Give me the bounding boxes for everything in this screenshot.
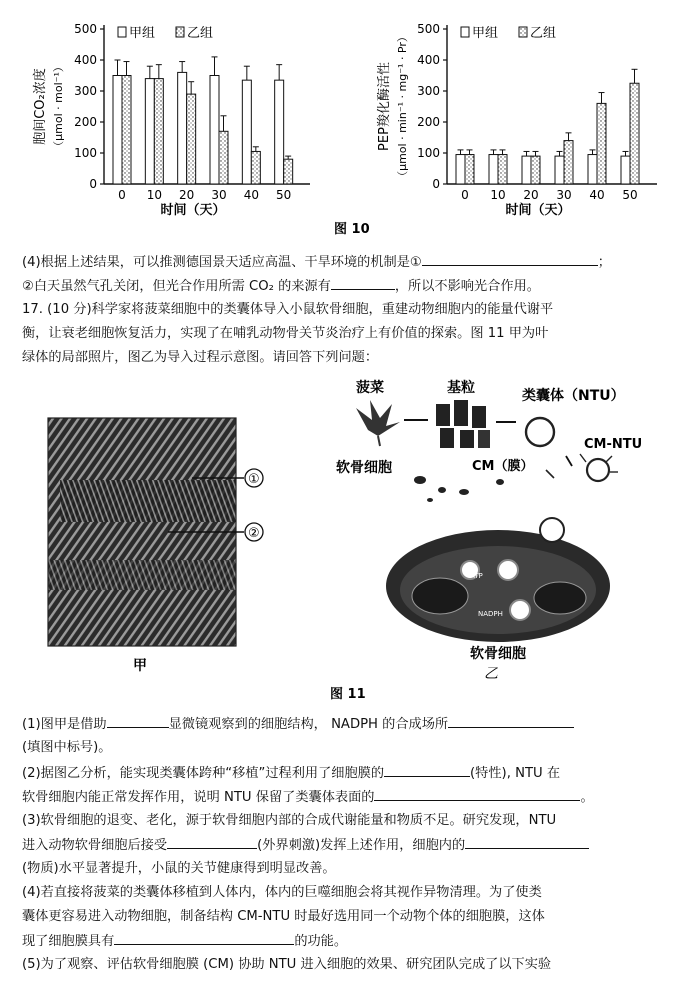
spinach-icon [356, 400, 400, 446]
y-tick-label: 200 [417, 115, 440, 129]
label-grana: 基粒 [447, 380, 475, 396]
y-tick-label: 400 [74, 53, 97, 67]
answer-blank-2[interactable] [331, 276, 395, 290]
x-tick-label: 50 [276, 188, 292, 202]
bar-yi-50 [284, 159, 293, 184]
answer-blank-q4[interactable] [114, 931, 294, 945]
text-q4d: 的功能。 [294, 934, 348, 949]
grana-icon [436, 400, 490, 448]
q16-4-line2 [22, 276, 540, 296]
q17-1-line2: (填图中标号)。 [22, 740, 112, 755]
figure-11 [0, 370, 692, 705]
text-l1-end: ； [597, 255, 611, 270]
q16-4-line1 [22, 252, 611, 272]
marker-1-label: ① [248, 472, 260, 487]
y-tick-label: 0 [89, 177, 97, 191]
bar-jia-30 [210, 76, 219, 185]
y-axis-unit: （μmol · min⁻¹ · mg⁻¹ · Pr） [396, 31, 409, 182]
ntu-inside-1 [498, 560, 518, 580]
bar-jia-0 [456, 155, 465, 184]
legend-label-1: 乙组 [187, 26, 214, 41]
diagram-yi [336, 379, 642, 682]
bar-jia-40 [588, 155, 597, 184]
bar-yi-30 [219, 131, 228, 184]
x-tick-label: 0 [118, 188, 126, 202]
x-tick-label: 10 [490, 188, 506, 202]
bar-jia-10 [145, 79, 154, 184]
bar-jia-40 [242, 80, 251, 184]
y-tick-label: 300 [417, 84, 440, 98]
bar-yi-50 [630, 83, 639, 184]
q17-2-line2 [22, 787, 594, 807]
legend-swatch-0 [118, 27, 126, 37]
text-l2a: ②白天虽然气孔关闭，但光合作用所需 CO₂ 的来源有 [22, 279, 331, 294]
q17-3-line2 [22, 835, 589, 855]
membrane-fragments [414, 476, 504, 502]
bar-jia-10 [489, 155, 498, 184]
text-l1: (4)根据上述结果，可以推测德国景天适应高温、干旱环境的机制是① [22, 255, 422, 270]
bar-jia-20 [522, 156, 531, 184]
legend-label-0: 甲组 [472, 26, 499, 41]
q17-2-line1 [22, 763, 560, 783]
cm-ntu-vesicle [587, 459, 609, 481]
x-axis-label: 时间（天） [505, 203, 571, 218]
x-tick-label: 10 [146, 188, 162, 202]
text-q2b: (特性), NTU 在 [470, 766, 561, 781]
answer-blank-q1-1[interactable] [107, 714, 169, 728]
bar-jia-0 [113, 76, 122, 185]
answer-blank-q2-1[interactable] [384, 763, 470, 777]
x-tick-label: 20 [179, 188, 195, 202]
answer-blank-1[interactable] [422, 252, 598, 266]
y-axis-label: 胞间CO₂浓度 [33, 68, 48, 145]
label-spinach: 菠菜 [356, 380, 384, 396]
ntu-vesicle [526, 418, 554, 446]
text-q2d: 。 [580, 790, 594, 805]
q17-4-line3 [22, 931, 347, 951]
label-cm-ntu: CM-NTU [584, 437, 643, 452]
cartilage-cell [386, 518, 610, 642]
y-tick-label: 500 [417, 22, 440, 36]
text-q2c: 软骨细胞内能正常发挥作用，说明 NTU 保留了类囊体表面的 [22, 790, 375, 805]
text-l2b: ，所以不影响光合作用。 [394, 279, 540, 294]
label-cartilage-bottom: 软骨细胞 [470, 646, 526, 662]
answer-blank-q2-2[interactable] [374, 787, 580, 801]
x-tick-label: 30 [556, 188, 572, 202]
text-q1b: 显微镜观察到的细胞结构， NADPH 的合成场所 [168, 717, 449, 732]
q17-3-line3: (物质)水平显著提升，小鼠的关节健康得到明显改善。 [22, 861, 336, 876]
y-tick-label: 100 [417, 146, 440, 160]
legend-label-0: 甲组 [129, 26, 156, 41]
bar-yi-20 [531, 156, 540, 184]
bar-yi-10 [498, 155, 507, 184]
q17-intro-1: 17. (10 分)科学家将菠菜细胞中的类囊体导入小鼠软骨细胞，重建动物细胞内的能量代谢平 [22, 302, 554, 317]
q17-4-line2: 囊体更容易进入动物细胞，制备结构 CM-NTU 时最好选用同一个动物个体的细胞膜，这体 [22, 909, 545, 924]
y-tick-label: 0 [432, 177, 440, 191]
bar-yi-30 [564, 141, 573, 184]
x-tick-label: 0 [461, 188, 469, 202]
bar-jia-50 [621, 156, 630, 184]
text-q3b: 进入动物软骨细胞后接受 [22, 838, 168, 853]
legend-swatch-0 [461, 27, 469, 37]
legend-label-1: 乙组 [530, 26, 557, 41]
x-tick-label: 40 [589, 188, 605, 202]
label-atp: ATP [470, 572, 483, 580]
legend-swatch-1 [519, 27, 527, 37]
text-q2a: (2)据图乙分析，能实现类囊体跨种“移植”过程利用了细胞膜的 [22, 766, 385, 781]
y-tick-label: 200 [74, 115, 97, 129]
q17-5-line1: (5)为了观察、评估软骨细胞膜 (CM) 协助 NTU 进入细胞的效果、研究团队完成了以下实验 [22, 957, 552, 972]
fig10-caption: 图 10 [334, 222, 370, 237]
fig11-caption: 图 11 [330, 687, 366, 702]
bar-yi-0 [122, 76, 131, 185]
y-tick-label: 100 [74, 146, 97, 160]
x-tick-label: 20 [523, 188, 539, 202]
bar-jia-20 [178, 72, 187, 184]
q17-1-line1 [22, 714, 574, 734]
answer-blank-q3-2[interactable] [465, 835, 589, 849]
x-tick-label: 40 [243, 188, 259, 202]
bar-yi-0 [465, 155, 474, 184]
bar-jia-30 [555, 156, 564, 184]
answer-blank-q3-1[interactable] [167, 835, 257, 849]
chart-left [32, 22, 310, 218]
bar-yi-40 [251, 151, 260, 184]
y-tick-label: 300 [74, 84, 97, 98]
y-axis-label: PEP羧化酶活性 [377, 62, 392, 151]
label-ntu: 类囊体（NTU） [522, 388, 625, 404]
chart-right [376, 22, 657, 218]
legend-swatch-1 [176, 27, 184, 37]
ntu-inside-3 [510, 600, 530, 620]
y-axis-unit: （μmol · mol⁻¹） [52, 61, 65, 152]
text-q1a: (1)图甲是借助 [22, 717, 107, 732]
marker-2-label: ② [248, 526, 260, 541]
bar-jia-50 [275, 80, 284, 184]
label-cartilage-top: 软骨细胞 [336, 460, 392, 476]
x-tick-label: 50 [622, 188, 638, 202]
text-q4c: 现了细胞膜具有 [22, 934, 115, 949]
y-tick-label: 400 [417, 53, 440, 67]
q17-4-line1: (4)若直接将菠菜的类囊体移植到人体内，体内的巨噬细胞会将其视作异物清理。为了使类 [22, 885, 542, 900]
label-yi: 乙 [484, 666, 498, 682]
x-axis-label: 时间（天） [160, 203, 226, 218]
label-jia: 甲 [133, 658, 147, 674]
answer-blank-q1-2[interactable] [448, 714, 574, 728]
bar-yi-10 [154, 79, 163, 184]
q17-intro-3: 绿体的局部照片，图乙为导入过程示意图。请回答下列问题： [22, 350, 379, 365]
bar-yi-20 [187, 94, 196, 184]
q17-3-line1: (3)软骨细胞的退变、老化，源于软骨细胞内部的合成代谢能量和物质不足。研究发现，NTU [22, 813, 557, 828]
figure-10 [0, 0, 692, 245]
ntu-entering [540, 518, 564, 542]
text-q3c: (外界刺激)发挥上述作用，细胞内的 [257, 838, 466, 853]
q17-intro-2: 衡，让衰老细胞恢复活力，实现了在哺乳动物骨关节炎治疗上有价值的探索。图 11 甲为叶 [22, 326, 549, 341]
label-nadph: NADPH [478, 610, 503, 618]
label-cm: CM（膜） [472, 459, 534, 474]
y-tick-label: 500 [74, 22, 97, 36]
x-tick-label: 30 [211, 188, 227, 202]
bar-yi-40 [597, 103, 606, 184]
